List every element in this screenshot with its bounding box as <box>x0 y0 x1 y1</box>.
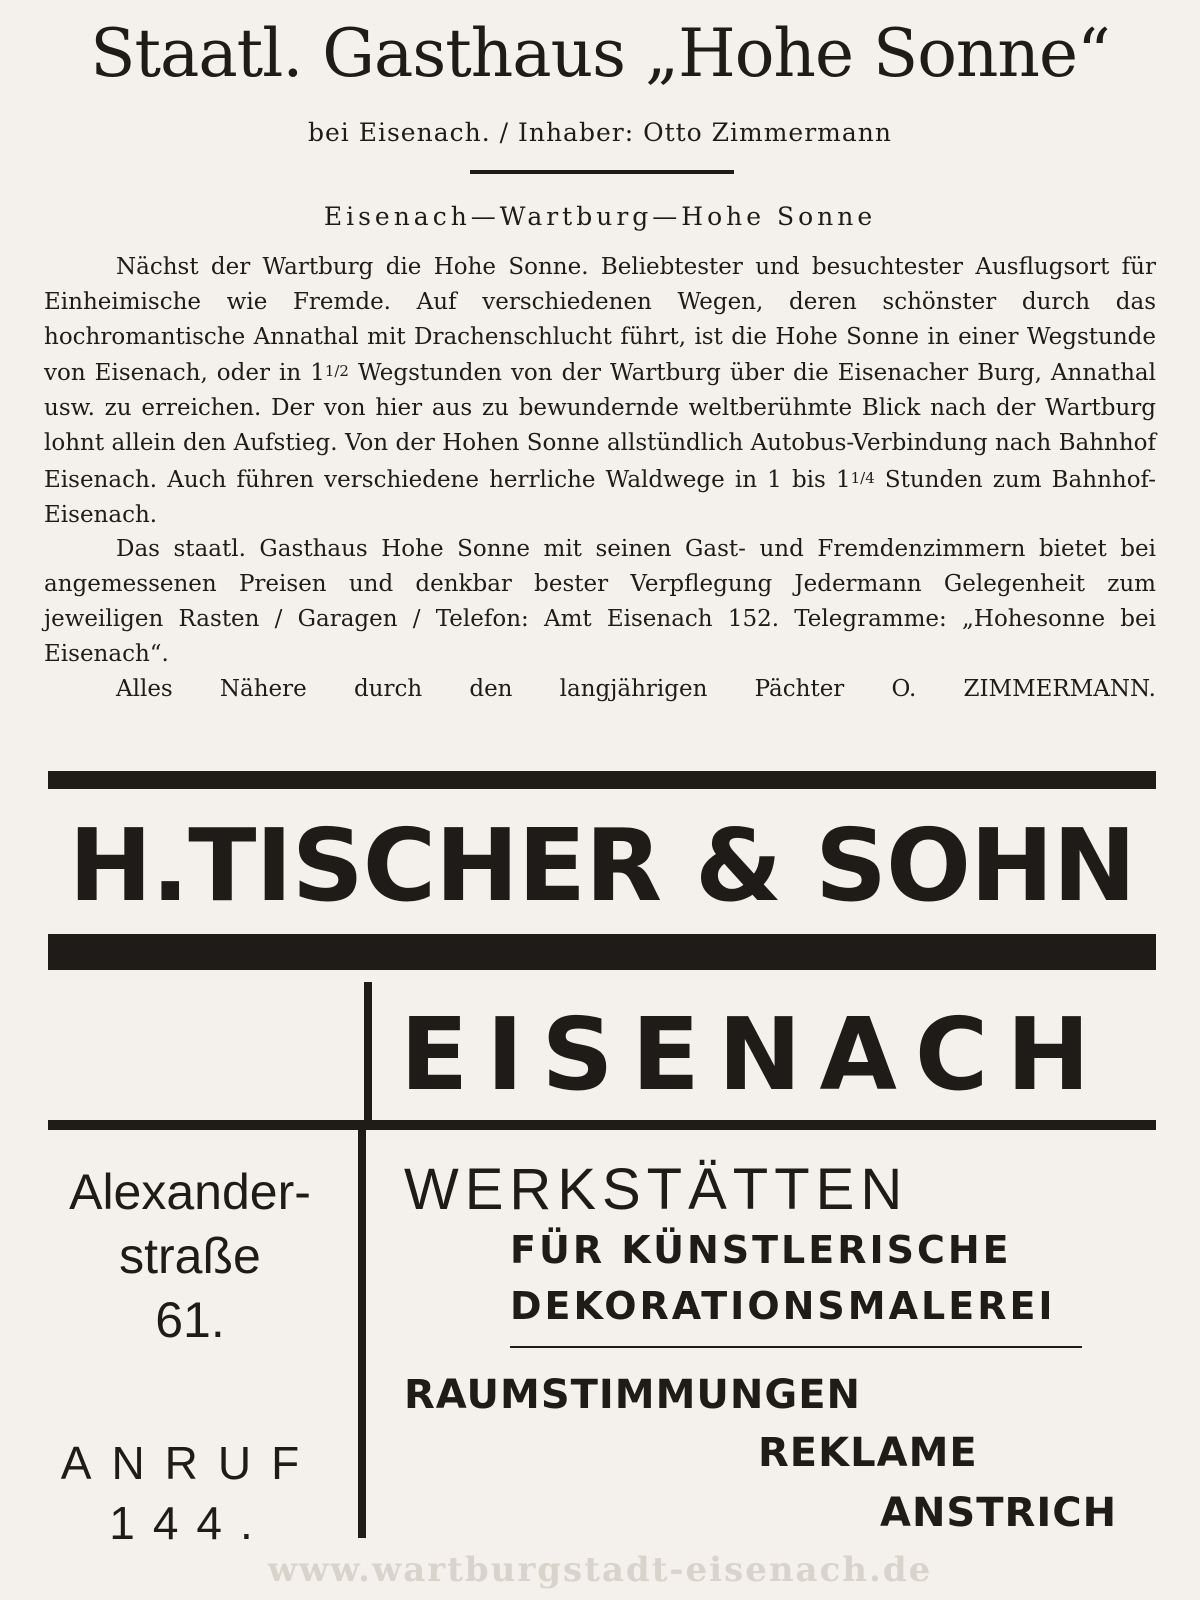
middle-black-bar <box>48 934 1156 970</box>
service-anstrich: ANSTRICH <box>880 1490 1118 1536</box>
service-reklame: REKLAME <box>758 1430 978 1476</box>
vertical-divider-upper <box>364 982 372 1128</box>
title-divider <box>470 170 734 174</box>
kunst-line: FÜR KÜNSTLERISCHE <box>510 1228 1012 1272</box>
top-black-bar <box>48 771 1156 789</box>
paragraph-1-part-b: Wegstunden von der Wartburg über die Eisenacher Burg, Annathal usw. zu erreichen. Der von hier aus zu bewundernde weltberühmte Blick nach der Wartburg lohnt allein den Aufstieg. Von der Hohen Sonne allstündlich Autobus-Verbindung nach Bahnhof Eisenach. Auch führen verschiedene herrliche Waldwege in 1 bis 1 <box>44 360 1156 493</box>
gasthaus-description <box>44 250 1156 706</box>
address-line-1: Alexander- <box>69 1164 311 1220</box>
city-name: EISENACH <box>400 996 1109 1113</box>
address <box>40 1160 340 1352</box>
gasthaus-title: Staatl. Gasthaus „Hohe Sonne“ <box>90 15 1110 92</box>
lower-black-bar <box>48 1120 1156 1130</box>
paragraph-1-part-c: Stunden zum Bahnhof-Eisenach. <box>44 466 1157 528</box>
paragraph-2: Das staatl. Gasthaus Hohe Sonne mit seinen Gast- und Fremdenzimmern bietet bei angemessenen Preisen und denkbar bester Verpflegung Jedermann Gelegenheit zum jeweiligen Rasten / Garagen / Telefon: Amt Eisenach 152. Telegramme: „Hohesonne bei Eisenach“. <box>44 536 1156 667</box>
phone-number: 144. <box>109 1497 271 1549</box>
gasthaus-subtitle: bei Eisenach. / Inhaber: Otto Zimmermann <box>307 118 892 147</box>
phone-label: ANRUF <box>60 1437 320 1489</box>
address-line-3: 61. <box>155 1292 225 1348</box>
fraction-half: 1/2 <box>324 362 349 381</box>
paragraph-3: Alles Nähere durch den langjährigen Pächter O. ZIMMERMANN. <box>116 675 1156 702</box>
fraction-quarter: 1/4 <box>850 468 875 487</box>
paragraph-1 <box>44 250 1156 532</box>
watermark: www.wartburgstadt-eisenach.de <box>267 1550 933 1590</box>
deko-line: DEKORATIONSMALEREI <box>510 1284 1056 1328</box>
route-heading: Eisenach—Wartburg—Hohe Sonne <box>323 202 877 231</box>
vertical-divider-lower <box>358 1130 366 1538</box>
address-line-2: straße <box>119 1228 261 1284</box>
service-raumstimmungen: RAUMSTIMMUNGEN <box>404 1372 861 1418</box>
company-name: H.TISCHER & SOHN <box>68 807 1136 924</box>
werkstaetten-heading: WERKSTÄTTEN <box>404 1157 909 1222</box>
thin-divider <box>510 1346 1082 1348</box>
paragraph-1-part-a: Nächst der Wartburg die Hohe Sonne. Beliebtester und besuchtester Ausflugsort für Einheimische wie Fremde. Auf verschiedenen Wegen, deren schönster durch das hochromantische Annathal mit Drachenschlucht führt, ist die Hohe Sonne in einer Wegstunde von Eisenach, oder in 1 <box>44 254 1156 387</box>
